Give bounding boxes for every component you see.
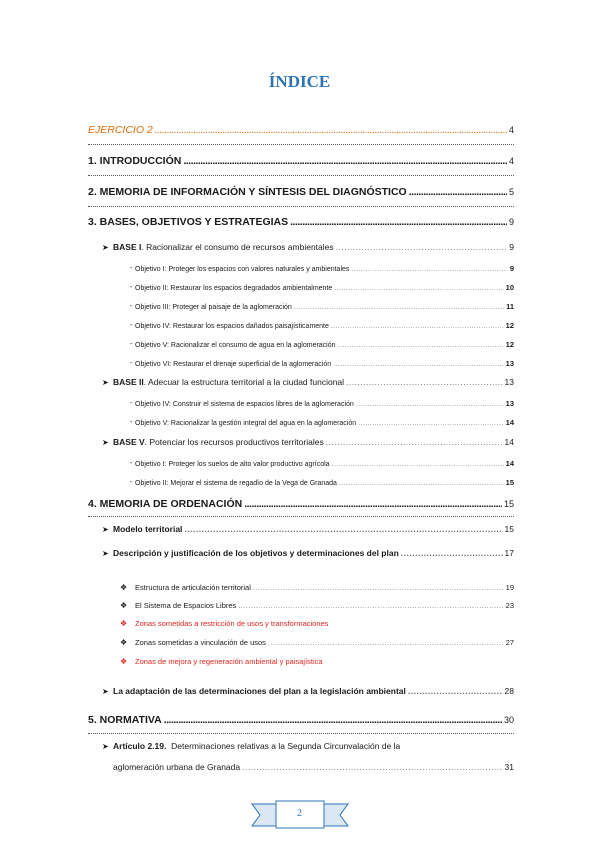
toc-entry-text: Determinaciones relativas a la Segunda Circunvalación de la — [171, 741, 401, 751]
base-label: BASE V — [113, 437, 145, 447]
toc-entry-b1o1[interactable] — [135, 264, 514, 273]
arrow-right-icon: ➤ — [102, 243, 109, 252]
toc-page-number: 4 — [508, 125, 514, 135]
separator — [88, 175, 514, 176]
dash-bullet-icon: - — [130, 341, 133, 348]
dot-leader — [294, 304, 504, 311]
dot-leader — [334, 285, 503, 292]
toc-entry-text: El Sistema de Espacios Libres — [135, 601, 237, 610]
toc-page-number: 13 — [505, 399, 514, 408]
toc-entry-text: EJERCICIO 2 — [88, 124, 153, 136]
dash-bullet-icon: - — [130, 479, 133, 486]
toc-page-number: 13 — [505, 359, 514, 368]
toc-entry-text: Zonas sometidas a vinculación de usos — [135, 638, 266, 647]
toc-entry-zonas-mejora[interactable] — [135, 657, 514, 666]
toc-page-number: 10 — [505, 283, 514, 292]
dot-leader — [338, 342, 504, 349]
dot-leader — [244, 498, 502, 510]
separator — [88, 144, 514, 145]
toc-entry-text: Objetivo V: Racionalizar la gestión integral del agua en la aglomeración — [135, 420, 357, 427]
toc-entry-text: La adaptación de las determinaciones del plan a la legislación ambiental — [113, 686, 406, 696]
toc-entry-text: Objetivo I: Proteger los espacios con valores naturales y ambientales — [135, 266, 350, 273]
diamond-bullet-icon: ❖ — [120, 619, 128, 628]
toc-page-number: 27 — [505, 638, 514, 647]
dot-leader — [290, 216, 507, 228]
separator — [88, 516, 514, 517]
base-label: BASE I — [113, 242, 142, 252]
toc-page-number: 28 — [504, 686, 514, 696]
dash-bullet-icon: - — [130, 419, 133, 426]
toc-page-number: 30 — [503, 715, 514, 725]
diamond-bullet-icon: ❖ — [120, 638, 128, 647]
toc-entry-text: 3. BASES, OBJETIVOS Y ESTRATEGIAS — [88, 216, 289, 228]
dot-leader — [401, 548, 503, 558]
dot-leader — [268, 638, 504, 647]
toc-entry-text: Objetivo VI: Restaurar el drenaje superficial de la aglomeración — [135, 361, 332, 368]
toc-entry-b1o6[interactable] — [135, 359, 514, 368]
toc-entry-zonas-restriccion[interactable] — [135, 619, 514, 628]
toc-page-number: 12 — [505, 321, 514, 330]
dot-leader — [333, 361, 504, 368]
toc-page-number: 5 — [508, 187, 514, 197]
toc-page-number: 15 — [504, 524, 514, 534]
dash-bullet-icon: - — [130, 400, 133, 407]
dot-leader — [184, 524, 502, 534]
toc-entry-text: 5. NORMATIVA — [88, 714, 162, 726]
toc-entry-b5o2[interactable] — [135, 478, 514, 487]
toc-page-number: 19 — [505, 583, 514, 592]
toc-entry-b2o5[interactable] — [135, 418, 514, 427]
toc-page-number: 11 — [506, 302, 514, 311]
dot-leader — [331, 323, 504, 330]
toc-entry-articulo-line1[interactable] — [113, 741, 514, 751]
articulo-label: Artículo 2.19. — [113, 741, 167, 751]
toc-entry-text: . Racionalizar el consumo de recursos ambientales — [141, 242, 334, 252]
dot-leader — [339, 480, 504, 487]
index-title: ÍNDICE — [268, 72, 331, 91]
toc-page-number: 15 — [505, 478, 514, 487]
dot-leader — [242, 762, 502, 772]
toc-entry-estructura[interactable] — [135, 583, 514, 592]
toc-page-number: 13 — [504, 377, 514, 387]
diamond-bullet-icon: ❖ — [120, 657, 128, 666]
dot-leader — [238, 601, 503, 610]
toc-entry-b2o4[interactable] — [135, 399, 514, 408]
toc-entry-b1o2[interactable] — [135, 283, 514, 292]
toc-page-number: 14 — [504, 437, 514, 447]
dot-leader — [408, 686, 503, 696]
dot-leader — [253, 583, 504, 592]
toc-entry-base5[interactable] — [113, 437, 514, 447]
dot-leader — [346, 377, 502, 387]
toc-entry-text: Objetivo III: Proteger al paisaje de la aglomeración — [135, 304, 292, 311]
dash-bullet-icon: - — [130, 265, 133, 272]
dot-leader — [164, 714, 502, 726]
toc-entry-text: Objetivo V: Racionalizar el consumo de agua en la aglomeración — [135, 342, 336, 349]
toc-entry-articulo-line2[interactable] — [113, 762, 514, 772]
toc-page-number: 14 — [505, 459, 514, 468]
toc-entry-memoria-info[interactable] — [88, 186, 514, 198]
base-label: BASE II — [113, 377, 144, 387]
toc-entry-modelo[interactable] — [113, 524, 514, 534]
toc-entry-base2[interactable] — [113, 377, 514, 387]
toc-entry-b1o5[interactable] — [135, 340, 514, 349]
toc-page-number: 9 — [509, 242, 514, 252]
toc-page-number: 17 — [504, 548, 514, 558]
toc-entry-text: Zonas sometidas a restricción de usos y transformaciones — [135, 619, 329, 628]
toc-entry-text: Objetivo IV: Restaurar los espacios dañados paisajísticamente — [135, 323, 329, 330]
dot-leader — [326, 437, 503, 447]
dash-bullet-icon: - — [130, 322, 133, 329]
toc-page-number: 9 — [509, 264, 514, 273]
toc-entry-normativa[interactable] — [88, 714, 514, 726]
arrow-right-icon: ➤ — [102, 687, 109, 696]
dot-leader — [356, 401, 504, 408]
toc-entry-text: Modelo territorial — [113, 524, 183, 534]
toc-entry-text: 1. INTRODUCCIÓN — [88, 155, 182, 167]
dot-leader — [155, 124, 507, 136]
dash-bullet-icon: - — [130, 303, 133, 310]
toc-page-number: 12 — [505, 340, 514, 349]
arrow-right-icon: ➤ — [102, 525, 109, 534]
toc-entry-bases[interactable] — [88, 216, 514, 228]
arrow-right-icon: ➤ — [102, 742, 109, 751]
toc-entry-text: Objetivo II: Restaurar los espacios degradados ambientalmente — [135, 285, 333, 292]
toc-entry-zonas-vinculacion[interactable] — [135, 638, 514, 647]
diamond-bullet-icon: ❖ — [120, 583, 128, 592]
toc-entry-memoria-ord[interactable] — [88, 498, 514, 510]
dash-bullet-icon: - — [130, 360, 133, 367]
toc-entry-text: Descripción y justificación de los objetivos y determinaciones del plan — [113, 548, 399, 558]
toc-entry-text: 4. MEMORIA DE ORDENACIÓN — [88, 498, 243, 510]
toc-page-number: 9 — [508, 217, 514, 227]
toc-entry-text: . Adecuar la estructura territorial a la ciudad funcional — [143, 377, 345, 387]
toc-entry-text: Estructura de articulación territorial — [135, 583, 251, 592]
arrow-right-icon: ➤ — [102, 549, 109, 558]
separator — [88, 733, 514, 734]
toc-entry-b1o4[interactable] — [135, 321, 514, 330]
toc-entry-text: Objetivo I: Proteger los suelos de alto valor productivo agrícola — [135, 461, 330, 468]
toc-entry-text: Objetivo II: Mejorar el sistema de regadío de la Vega de Granada — [135, 480, 337, 487]
toc-entry-intro[interactable] — [88, 155, 514, 167]
separator — [88, 206, 514, 207]
toc-entry-ejercicio2[interactable] — [88, 124, 514, 136]
toc-entry-b1o3[interactable] — [135, 302, 514, 311]
toc-entry-adaptacion[interactable] — [113, 686, 514, 696]
page-number: 2 — [297, 808, 302, 819]
toc-entry-text: Objetivo IV: Construir el sistema de espacios libres de la aglomeración — [135, 401, 354, 408]
toc-entry-b5o1[interactable] — [135, 459, 514, 468]
dash-bullet-icon: - — [130, 460, 133, 467]
toc-entry-text: . Potenciar los recursos productivos territoriales — [144, 437, 324, 447]
toc-entry-descripcion[interactable] — [113, 548, 514, 558]
toc-page-number: 23 — [505, 601, 514, 610]
dot-leader — [183, 155, 507, 167]
dot-leader — [351, 266, 507, 273]
dot-leader — [409, 186, 507, 198]
toc-entry-text: Zonas de mejora y regeneración ambiental y paisajística — [135, 657, 323, 666]
toc-entry-espacios-libres[interactable] — [135, 601, 514, 610]
dot-leader — [332, 461, 504, 468]
toc-page-number: 4 — [508, 156, 514, 166]
dot-leader — [358, 420, 504, 427]
diamond-bullet-icon: ❖ — [120, 601, 128, 610]
toc-page-number: 31 — [504, 762, 514, 772]
toc-page-number: 15 — [503, 499, 514, 509]
dash-bullet-icon: - — [130, 284, 133, 291]
toc-page-number: 14 — [505, 418, 514, 427]
arrow-right-icon: ➤ — [102, 438, 109, 447]
toc-entry-text: 2. MEMORIA DE INFORMACIÓN Y SÍNTESIS DEL DIAGNÓSTICO — [88, 186, 407, 198]
arrow-right-icon: ➤ — [102, 378, 109, 387]
toc-entry-text: aglomeración urbana de Granada — [113, 762, 241, 772]
dot-leader — [336, 242, 508, 252]
toc-entry-base1[interactable] — [113, 242, 514, 252]
